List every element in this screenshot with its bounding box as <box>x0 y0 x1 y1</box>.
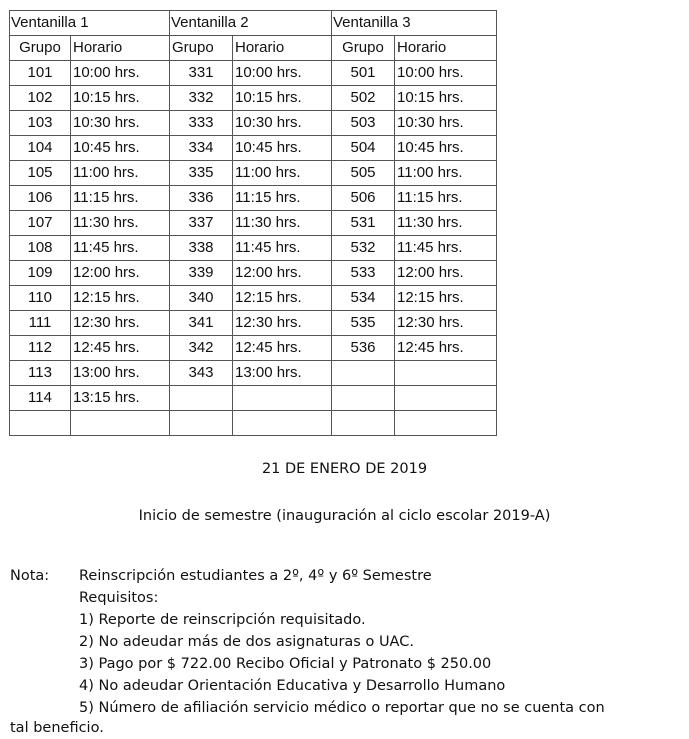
group-cell <box>332 386 395 411</box>
time-cell: 11:45 hrs. <box>71 236 170 261</box>
group-cell: 111 <box>10 311 71 336</box>
time-cell: 13:00 hrs. <box>233 361 332 386</box>
group-cell: 101 <box>10 61 71 86</box>
time-column-header: Horario <box>233 36 332 61</box>
group-cell: 331 <box>170 61 233 86</box>
time-cell: 12:30 hrs. <box>71 311 170 336</box>
time-cell: 13:15 hrs. <box>71 386 170 411</box>
time-cell: 12:45 hrs. <box>71 336 170 361</box>
time-cell: 11:15 hrs. <box>71 186 170 211</box>
time-cell: 12:30 hrs. <box>233 311 332 336</box>
requirement-item-continuation: tal beneficio. <box>10 720 104 736</box>
group-cell: 337 <box>170 211 233 236</box>
group-cell <box>332 411 395 436</box>
group-cell: 112 <box>10 336 71 361</box>
time-cell: 11:00 hrs. <box>395 161 497 186</box>
time-cell: 11:00 hrs. <box>233 161 332 186</box>
group-cell: 113 <box>10 361 71 386</box>
schedule-row <box>10 136 497 161</box>
group-cell <box>332 361 395 386</box>
time-cell: 13:00 hrs. <box>71 361 170 386</box>
semester-start-text: Inicio de semestre (inauguración al ciclo escolar 2019-A) <box>138 508 551 524</box>
group-cell: 506 <box>332 186 395 211</box>
window-header-row <box>10 11 497 36</box>
window-2-header: Ventanilla 2 <box>170 11 332 36</box>
group-cell: 531 <box>332 211 395 236</box>
requirement-item: 5) Número de afiliación servicio médico o reportar que no se cuenta con <box>79 700 605 716</box>
time-cell <box>233 411 332 436</box>
group-cell: 341 <box>170 311 233 336</box>
group-cell: 504 <box>332 136 395 161</box>
requirements-title: Requisitos: <box>79 590 159 606</box>
group-column-header: Grupo <box>170 36 233 61</box>
schedule-table <box>9 10 497 436</box>
schedule-row <box>10 111 497 136</box>
group-cell: 102 <box>10 86 71 111</box>
group-cell: 334 <box>170 136 233 161</box>
group-cell: 533 <box>332 261 395 286</box>
group-cell: 536 <box>332 336 395 361</box>
time-cell: 10:45 hrs. <box>395 136 497 161</box>
requirement-item: 4) No adeudar Orientación Educativa y Desarrollo Humano <box>79 678 506 694</box>
group-cell: 342 <box>170 336 233 361</box>
group-cell <box>170 411 233 436</box>
window-1-header: Ventanilla 1 <box>10 11 170 36</box>
time-cell: 10:30 hrs. <box>233 111 332 136</box>
schedule-row <box>10 211 497 236</box>
time-cell: 12:45 hrs. <box>233 336 332 361</box>
time-cell: 11:15 hrs. <box>395 186 497 211</box>
group-cell: 534 <box>332 286 395 311</box>
window-3-header: Ventanilla 3 <box>332 11 497 36</box>
time-cell <box>71 411 170 436</box>
schedule-row <box>10 186 497 211</box>
event-date: 21 DE ENERO DE 2019 <box>261 461 428 477</box>
time-cell: 10:45 hrs. <box>71 136 170 161</box>
time-cell: 12:00 hrs. <box>395 261 497 286</box>
time-cell: 12:15 hrs. <box>71 286 170 311</box>
schedule-row <box>10 261 497 286</box>
schedule-row <box>10 286 497 311</box>
group-cell: 532 <box>332 236 395 261</box>
group-cell: 502 <box>332 86 395 111</box>
time-cell: 12:15 hrs. <box>395 286 497 311</box>
time-cell: 11:30 hrs. <box>395 211 497 236</box>
time-cell: 10:00 hrs. <box>71 61 170 86</box>
time-column-header: Horario <box>71 36 170 61</box>
group-cell: 535 <box>332 311 395 336</box>
requirement-item: 3) Pago por $ 722.00 Recibo Oficial y Patronato $ 250.00 <box>79 656 492 672</box>
time-cell <box>395 411 497 436</box>
group-cell: 503 <box>332 111 395 136</box>
time-cell: 10:15 hrs. <box>233 86 332 111</box>
schedule-row <box>10 411 497 436</box>
group-cell: 332 <box>170 86 233 111</box>
time-cell: 10:00 hrs. <box>233 61 332 86</box>
group-cell: 104 <box>10 136 71 161</box>
time-cell: 12:00 hrs. <box>71 261 170 286</box>
schedule-row <box>10 386 497 411</box>
time-cell: 11:00 hrs. <box>71 161 170 186</box>
schedule-row <box>10 311 497 336</box>
schedule-row <box>10 61 497 86</box>
group-cell: 106 <box>10 186 71 211</box>
time-cell: 10:30 hrs. <box>395 111 497 136</box>
time-cell: 10:30 hrs. <box>71 111 170 136</box>
group-cell: 107 <box>10 211 71 236</box>
time-cell <box>395 386 497 411</box>
time-cell: 10:00 hrs. <box>395 61 497 86</box>
group-cell: 103 <box>10 111 71 136</box>
group-cell: 105 <box>10 161 71 186</box>
schedule-row <box>10 361 497 386</box>
time-cell: 10:15 hrs. <box>395 86 497 111</box>
time-cell: 12:15 hrs. <box>233 286 332 311</box>
time-cell: 12:00 hrs. <box>233 261 332 286</box>
time-cell: 10:45 hrs. <box>233 136 332 161</box>
group-cell: 338 <box>170 236 233 261</box>
group-cell: 343 <box>170 361 233 386</box>
time-cell <box>233 386 332 411</box>
schedule-row <box>10 86 497 111</box>
time-cell: 12:45 hrs. <box>395 336 497 361</box>
group-cell: 501 <box>332 61 395 86</box>
group-cell: 505 <box>332 161 395 186</box>
group-cell: 336 <box>170 186 233 211</box>
requirement-item: 1) Reporte de reinscripción requisitado. <box>79 612 366 628</box>
note-title: Reinscripción estudiantes a 2º, 4º y 6º Semestre <box>79 568 432 584</box>
time-cell: 10:15 hrs. <box>71 86 170 111</box>
time-cell: 11:30 hrs. <box>233 211 332 236</box>
schedule-row <box>10 236 497 261</box>
note-label: Nota: <box>10 568 50 584</box>
schedule-row <box>10 161 497 186</box>
time-cell: 11:15 hrs. <box>233 186 332 211</box>
group-cell <box>170 386 233 411</box>
time-cell: 11:45 hrs. <box>233 236 332 261</box>
time-cell: 11:45 hrs. <box>395 236 497 261</box>
time-column-header: Horario <box>395 36 497 61</box>
group-cell: 109 <box>10 261 71 286</box>
time-cell: 11:30 hrs. <box>71 211 170 236</box>
group-cell: 114 <box>10 386 71 411</box>
group-cell: 335 <box>170 161 233 186</box>
schedule-row <box>10 336 497 361</box>
group-cell: 340 <box>170 286 233 311</box>
requirement-item: 2) No adeudar más de dos asignaturas o UAC. <box>79 634 414 650</box>
column-header-row <box>10 36 497 61</box>
group-cell: 110 <box>10 286 71 311</box>
group-column-header: Grupo <box>332 36 395 61</box>
time-cell <box>395 361 497 386</box>
group-cell <box>10 411 71 436</box>
group-cell: 108 <box>10 236 71 261</box>
group-cell: 333 <box>170 111 233 136</box>
group-column-header: Grupo <box>10 36 71 61</box>
time-cell: 12:30 hrs. <box>395 311 497 336</box>
group-cell: 339 <box>170 261 233 286</box>
